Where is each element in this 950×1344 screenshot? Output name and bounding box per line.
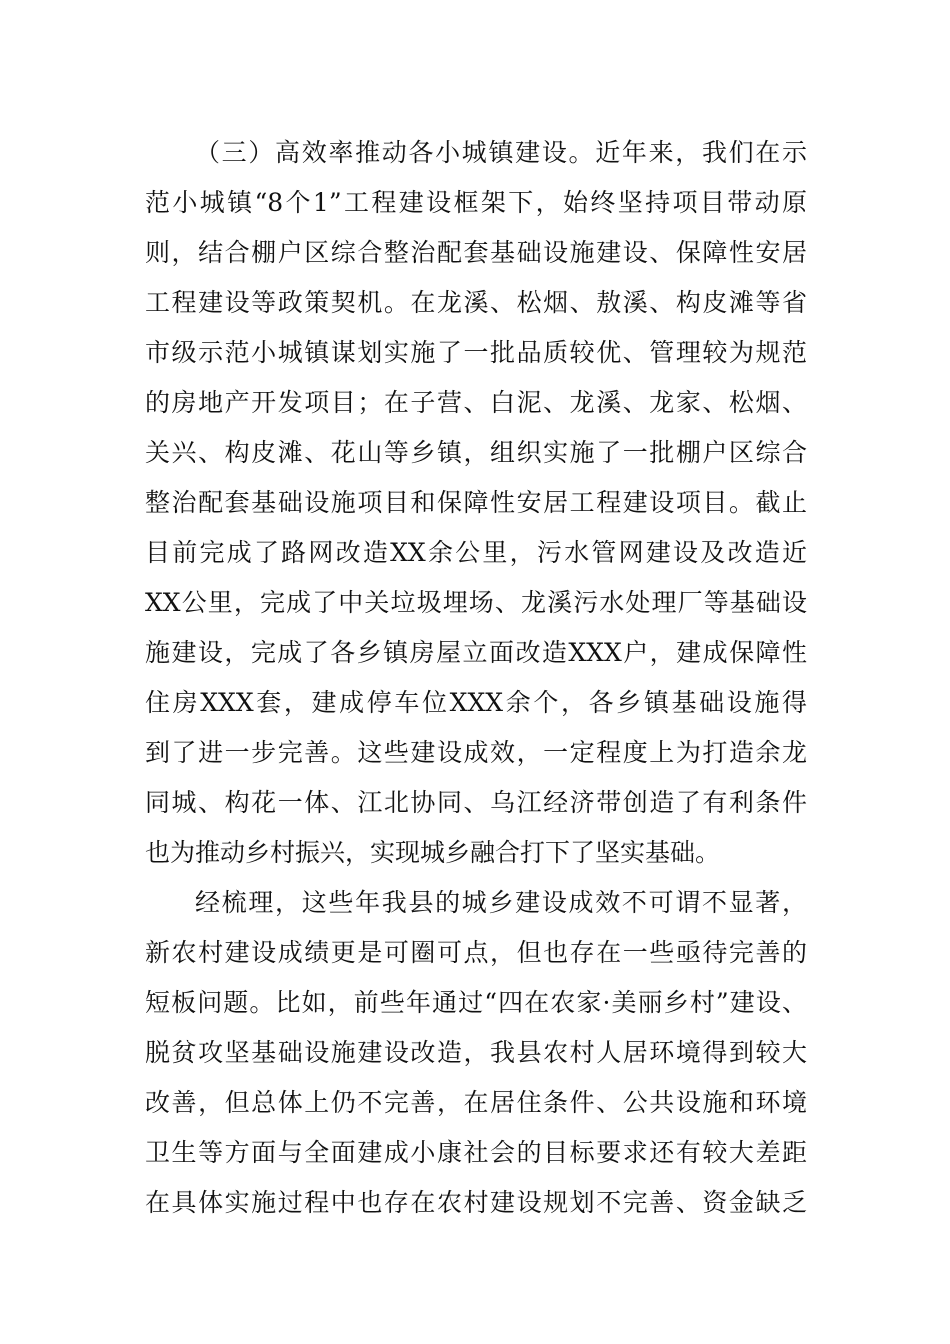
paragraph-1-line-8: 整治配套基础设施项目和保障性安居工程建设项目。截止 [145,488,807,517]
paragraph-2-line-7: 在具体实施过程中也存在农村建设规划不完善、资金缺乏 [145,1188,807,1217]
paragraph-1-line-10: XX公里，完成了中关垃圾埋场、龙溪污水处理厂等基础设 [145,588,807,617]
paragraph-1-line-1: （三）高效率推动各小城镇建设。近年来，我们在示 [195,138,807,167]
paragraph-1-line-2: 范小城镇“8个1”工程建设框架下，始终坚持项目带动原 [145,188,807,217]
paragraph-1-line-12: 住房XXX套，建成停车位XXX余个，各乡镇基础设施得 [145,688,807,717]
paragraph-2-line-6: 卫生等方面与全面建成小康社会的目标要求还有较大差距 [145,1138,807,1167]
paragraph-1-line-4: 工程建设等政策契机。在龙溪、松烟、敖溪、构皮滩等省 [145,288,807,317]
paragraph-1-line-14: 同城、构花一体、江北协同、乌江经济带创造了有利条件 [145,788,807,817]
paragraph-1-line-11: 施建设，完成了各乡镇房屋立面改造XXX户，建成保障性 [145,638,807,667]
paragraph-1-line-3: 则，结合棚户区综合整治配套基础设施建设、保障性安居 [145,238,807,267]
paragraph-1-line-7: 关兴、构皮滩、花山等乡镇，组织实施了一批棚户区综合 [145,438,807,467]
paragraph-1-line-5: 市级示范小城镇谋划实施了一批品质较优、管理较为规范 [145,338,807,367]
paragraph-1-line-15: 也为推动乡村振兴，实现城乡融合打下了坚实基础。 [145,838,721,867]
paragraph-2-line-5: 改善，但总体上仍不完善，在居住条件、公共设施和环境 [145,1088,807,1117]
paragraph-2-line-1: 经梳理，这些年我县的城乡建设成效不可谓不显著， [195,888,807,917]
paragraph-2-line-2: 新农村建设成绩更是可圈可点，但也存在一些亟待完善的 [145,938,807,967]
paragraph-2-line-3: 短板问题。比如，前些年通过“四在农家·美丽乡村”建设、 [145,988,807,1017]
paragraph-1-line-9: 目前完成了路网改造XX余公里，污水管网建设及改造近 [145,538,807,567]
paragraph-2-line-4: 脱贫攻坚基础设施建设改造，我县农村人居环境得到较大 [145,1038,807,1067]
paragraph-1-line-13: 到了进一步完善。这些建设成效，一定程度上为打造余龙 [145,738,807,767]
paragraph-1-line-6: 的房地产开发项目；在子营、白泥、龙溪、龙家、松烟、 [145,388,807,417]
